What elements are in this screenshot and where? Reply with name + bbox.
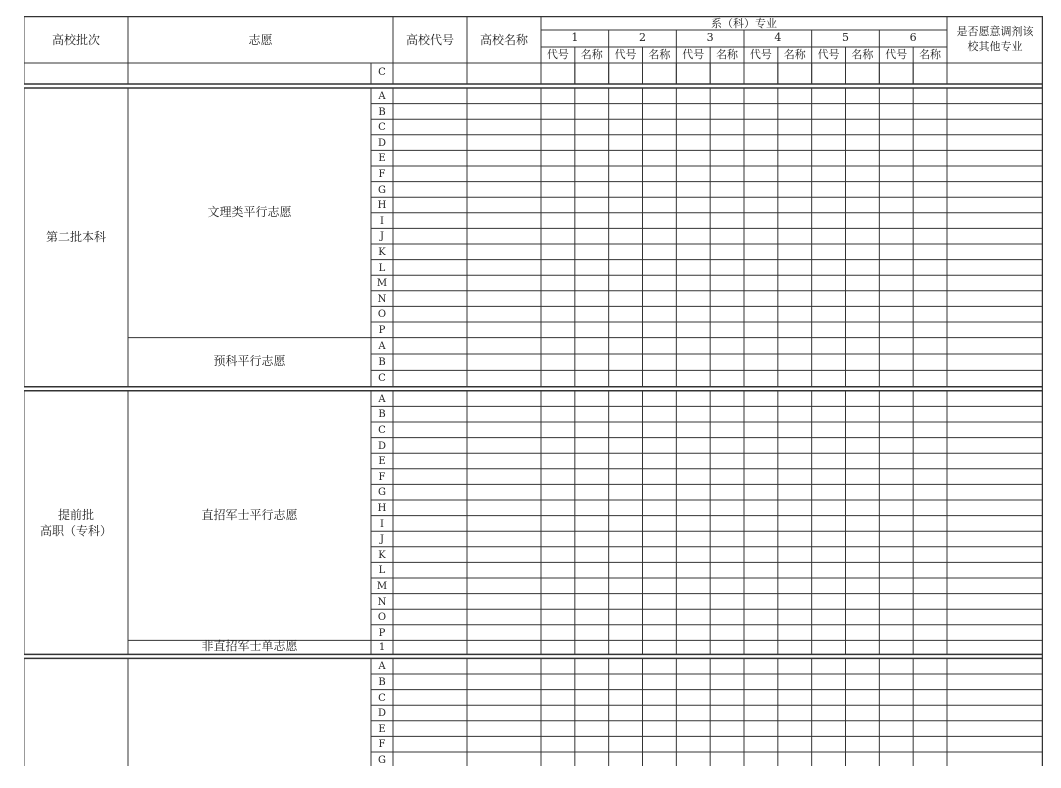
row-letter: N xyxy=(377,596,387,608)
row-letter: O xyxy=(377,612,387,624)
header-school-code: 高校代号 xyxy=(405,33,454,47)
major-name-header: 名称 xyxy=(851,48,874,61)
row-letter: H xyxy=(377,503,387,514)
major-number-2: 2 xyxy=(638,31,646,44)
row-letter: J xyxy=(379,534,384,546)
major-name-header: 名称 xyxy=(648,48,671,61)
row-letter: B xyxy=(378,357,386,368)
header-choice: 志愿 xyxy=(248,33,273,47)
choice-group-label: 文理类平行志愿 xyxy=(207,204,292,219)
header-adjust: 是否愿意调剂该 校其他专业 xyxy=(956,25,1034,53)
row-letter: F xyxy=(378,169,386,180)
row-letter: P xyxy=(378,325,386,336)
row-letter: A xyxy=(378,340,386,352)
application-form-table xyxy=(24,16,1043,766)
row-letter: A xyxy=(378,91,386,102)
row-letter: K xyxy=(378,549,386,561)
row-letter: F xyxy=(378,739,386,751)
major-number-1: 1 xyxy=(571,31,579,44)
major-name-header: 名称 xyxy=(783,48,806,61)
row-letter: C xyxy=(378,122,386,134)
major-number-6: 6 xyxy=(909,31,917,44)
row-letter: A xyxy=(378,393,386,405)
row-letter: P xyxy=(378,627,386,639)
row-letter: B xyxy=(378,677,386,688)
major-name-header: 名称 xyxy=(580,48,603,61)
row-letter: M xyxy=(376,278,388,290)
major-code-header: 代号 xyxy=(749,48,772,61)
row-letter: F xyxy=(378,471,386,483)
row-letter: E xyxy=(378,456,386,468)
row-letter: O xyxy=(377,309,387,321)
header-school-name: 高校名称 xyxy=(479,33,528,47)
major-name-header: 名称 xyxy=(919,48,942,61)
row-letter: M xyxy=(376,581,388,592)
row-letter: H xyxy=(377,200,387,212)
row-letter: E xyxy=(378,153,386,165)
row-letter: B xyxy=(378,106,386,118)
row-letter: G xyxy=(378,487,386,499)
batch-label: 提前批 高职（专科） xyxy=(39,507,112,538)
batch-label: 第二批本科 xyxy=(45,230,106,245)
row-letter: J xyxy=(379,231,384,243)
row-letter: I xyxy=(380,215,384,227)
choice-group-label: 非直招军士单志愿 xyxy=(201,639,298,654)
row-letter: E xyxy=(378,723,386,735)
major-number-4: 4 xyxy=(774,31,782,44)
row-letter: G xyxy=(378,755,386,766)
major-code-header: 代号 xyxy=(614,48,637,61)
row-letter: C xyxy=(378,692,386,704)
row-letter: L xyxy=(378,262,386,274)
row-letter: L xyxy=(378,565,386,577)
row-letter: C xyxy=(378,425,386,436)
row-letter: I xyxy=(380,518,384,530)
row-letter: A xyxy=(378,661,386,673)
row-letter: B xyxy=(378,409,386,421)
major-code-header: 代号 xyxy=(682,48,705,61)
major-code-header: 代号 xyxy=(546,48,569,61)
row-letter: C xyxy=(378,373,386,385)
choice-group-label: 直招军士平行志愿 xyxy=(201,507,298,522)
header-letter: C xyxy=(378,67,386,78)
row-letter: D xyxy=(377,440,387,452)
row-letter: N xyxy=(377,293,387,305)
major-number-5: 5 xyxy=(841,31,849,44)
header-major-group: 系（科）专业 xyxy=(711,17,777,30)
row-letter: D xyxy=(377,708,387,720)
row-letter: G xyxy=(378,184,386,196)
major-name-header: 名称 xyxy=(716,48,739,61)
row-letter: 1 xyxy=(378,642,386,654)
major-code-header: 代号 xyxy=(817,48,840,61)
row-letter: K xyxy=(378,247,386,258)
choice-group-label: 预科平行志愿 xyxy=(213,354,286,369)
header-batch: 高校批次 xyxy=(51,33,100,47)
major-code-header: 代号 xyxy=(885,48,908,61)
row-letter: D xyxy=(377,137,387,149)
major-number-3: 3 xyxy=(706,31,714,44)
